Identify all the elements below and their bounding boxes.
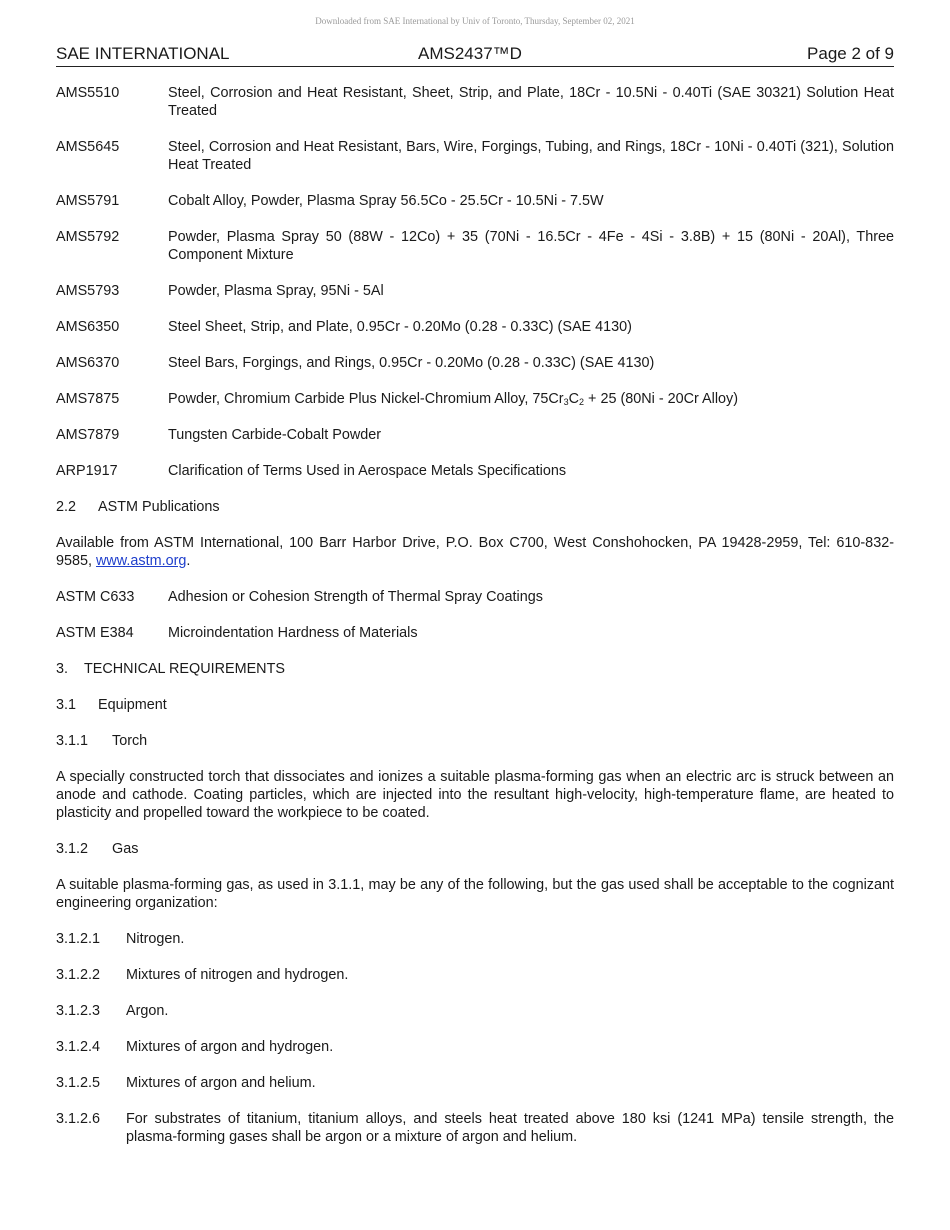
header-page-number: Page 2 of 9 [807,44,894,63]
formula-mid: C [568,391,580,407]
section-number: 3. [56,661,69,677]
reference-code: AMS5510 [56,85,120,101]
item-text: Argon. [126,1003,169,1019]
item-text: Nitrogen. [126,931,185,947]
gas-item [56,930,894,948]
gas-item [56,1002,894,1020]
reference-entry [56,138,894,174]
reference-title: Steel Bars, Forgings, and Rings, 0.95Cr - 0.20Mo (0.28 - 0.33C) (SAE 4130) [168,355,655,371]
item-number: 3.1.2.5 [56,1075,101,1091]
item-number: 3.1.2.6 [56,1111,101,1127]
section-title: TECHNICAL REQUIREMENTS [84,661,285,677]
reference-code: AMS5791 [56,193,120,209]
subscript: 3 [563,397,569,407]
section-title: Torch [112,733,148,749]
page-header [56,44,894,67]
reference-code: AMS5792 [56,229,120,245]
reference-code: AMS7879 [56,427,120,443]
section-heading-3-1-2 [56,840,894,858]
reference-title: Cobalt Alloy, Powder, Plasma Spray 56.5Co - 25.5Cr - 10.5Ni - 7.5W [168,193,604,209]
item-text: Mixtures of argon and hydrogen. [126,1039,334,1055]
item-number: 3.1.2.1 [56,931,101,947]
item-text: Mixtures of nitrogen and hydrogen. [126,967,349,983]
item-number: 3.1.2.3 [56,1003,101,1019]
reference-code: ASTM C633 [56,589,135,605]
reference-entry [56,354,894,372]
reference-entry [56,84,894,120]
reference-title: Steel, Corrosion and Heat Resistant, Sheet, Strip, and Plate, 18Cr - 10.5Ni - 0.40Ti (SAE 30321) Solution Heat Treated [168,85,894,119]
paragraph-text: Available from ASTM International, 100 Barr Harbor Drive, P.O. Box C700, West Conshohocken, PA 19428-2959, Tel: 610-832-9585, [56,535,894,569]
reference-code: AMS6370 [56,355,120,371]
reference-entry [56,282,894,300]
reference-code: ARP1917 [56,463,118,479]
reference-title: Microindentation Hardness of Materials [168,625,418,641]
gas-paragraph: A suitable plasma-forming gas, as used in 3.1.1, may be any of the following, but the gas used shall be acceptable to the cognizant engineering organization: [56,877,894,911]
section-heading-3-1 [56,696,894,714]
reference-code: ASTM E384 [56,625,134,641]
section-title: Gas [112,841,139,857]
reference-entry [56,426,894,444]
item-number: 3.1.2.4 [56,1039,101,1055]
section-number: 2.2 [56,499,77,515]
astm-link[interactable]: www.astm.org [96,553,187,569]
reference-title: Powder, Plasma Spray, 95Ni - 5Al [168,283,384,299]
reference-title: Clarification of Terms Used in Aerospace Metals Specifications [168,463,567,479]
reference-title [168,390,894,408]
torch-paragraph: A specially constructed torch that dissociates and ionizes a suitable plasma-forming gas when an electric arc is struck between an anode and cathode. Coating particles, which are injected into the resultant high-velocity, high-temperature flame, are heated to plasticity and propelled toward the workpiece to be coated. [56,769,894,821]
item-text: For substrates of titanium, titanium alloys, and steels heat treated above 180 ksi (1241 MPa) tensile strength, the plasma-forming gases shall be argon or a mixture of argon and helium. [126,1111,894,1145]
reference-entry [56,228,894,264]
reference-title: Steel, Corrosion and Heat Resistant, Bars, Wire, Forgings, Tubing, and Rings, 18Cr - 10Ni - 0.40Ti (321), Solution Heat Treated [168,139,894,173]
gas-item [56,1038,894,1056]
astm-availability-paragraph [56,534,894,570]
reference-entry [56,390,894,408]
gas-item [56,966,894,984]
reference-title: Adhesion or Cohesion Strength of Thermal Spray Coatings [168,589,543,605]
reference-code: AMS5645 [56,139,120,155]
section-title: Equipment [98,697,167,713]
section-heading-3 [56,660,894,678]
reference-entry [56,192,894,210]
section-heading-3-1-1 [56,732,894,750]
section-heading-2-2 [56,498,894,516]
gas-item [56,1074,894,1092]
reference-title: Powder, Plasma Spray 50 (88W - 12Co) + 35 (70Ni - 16.5Cr - 4Fe - 4Si - 3.8B) + 15 (80Ni - 20Al), Three Component Mixture [168,229,894,263]
reference-entry [56,624,894,642]
subscript: 2 [579,397,585,407]
header-org: SAE INTERNATIONAL [56,44,230,63]
paragraph-end: . [186,553,191,569]
document-body [56,84,894,1164]
section-number: 3.1.1 [56,733,89,749]
reference-title: Tungsten Carbide-Cobalt Powder [168,427,382,443]
download-watermark: Downloaded from SAE International by Univ of Toronto, Thursday, September 02, 2021 [315,16,635,26]
section-number: 3.1.2 [56,841,89,857]
item-text: Mixtures of argon and helium. [126,1075,316,1091]
reference-entry [56,462,894,480]
header-doc-number: AMS2437™D [418,44,522,63]
formula-suffix: + 25 (80Ni - 20Cr Alloy) [584,391,739,407]
item-number: 3.1.2.2 [56,967,101,983]
reference-entry [56,588,894,606]
formula-prefix: Powder, Chromium Carbide Plus Nickel-Chromium Alloy, 75Cr [168,391,564,407]
reference-code: AMS6350 [56,319,120,335]
section-number: 3.1 [56,697,77,713]
reference-entry [56,318,894,336]
section-title: ASTM Publications [98,499,220,515]
reference-code: AMS7875 [56,391,120,407]
reference-code: AMS5793 [56,283,120,299]
gas-item [56,1110,894,1146]
reference-title: Steel Sheet, Strip, and Plate, 0.95Cr - 0.20Mo (0.28 - 0.33C) (SAE 4130) [168,319,632,335]
